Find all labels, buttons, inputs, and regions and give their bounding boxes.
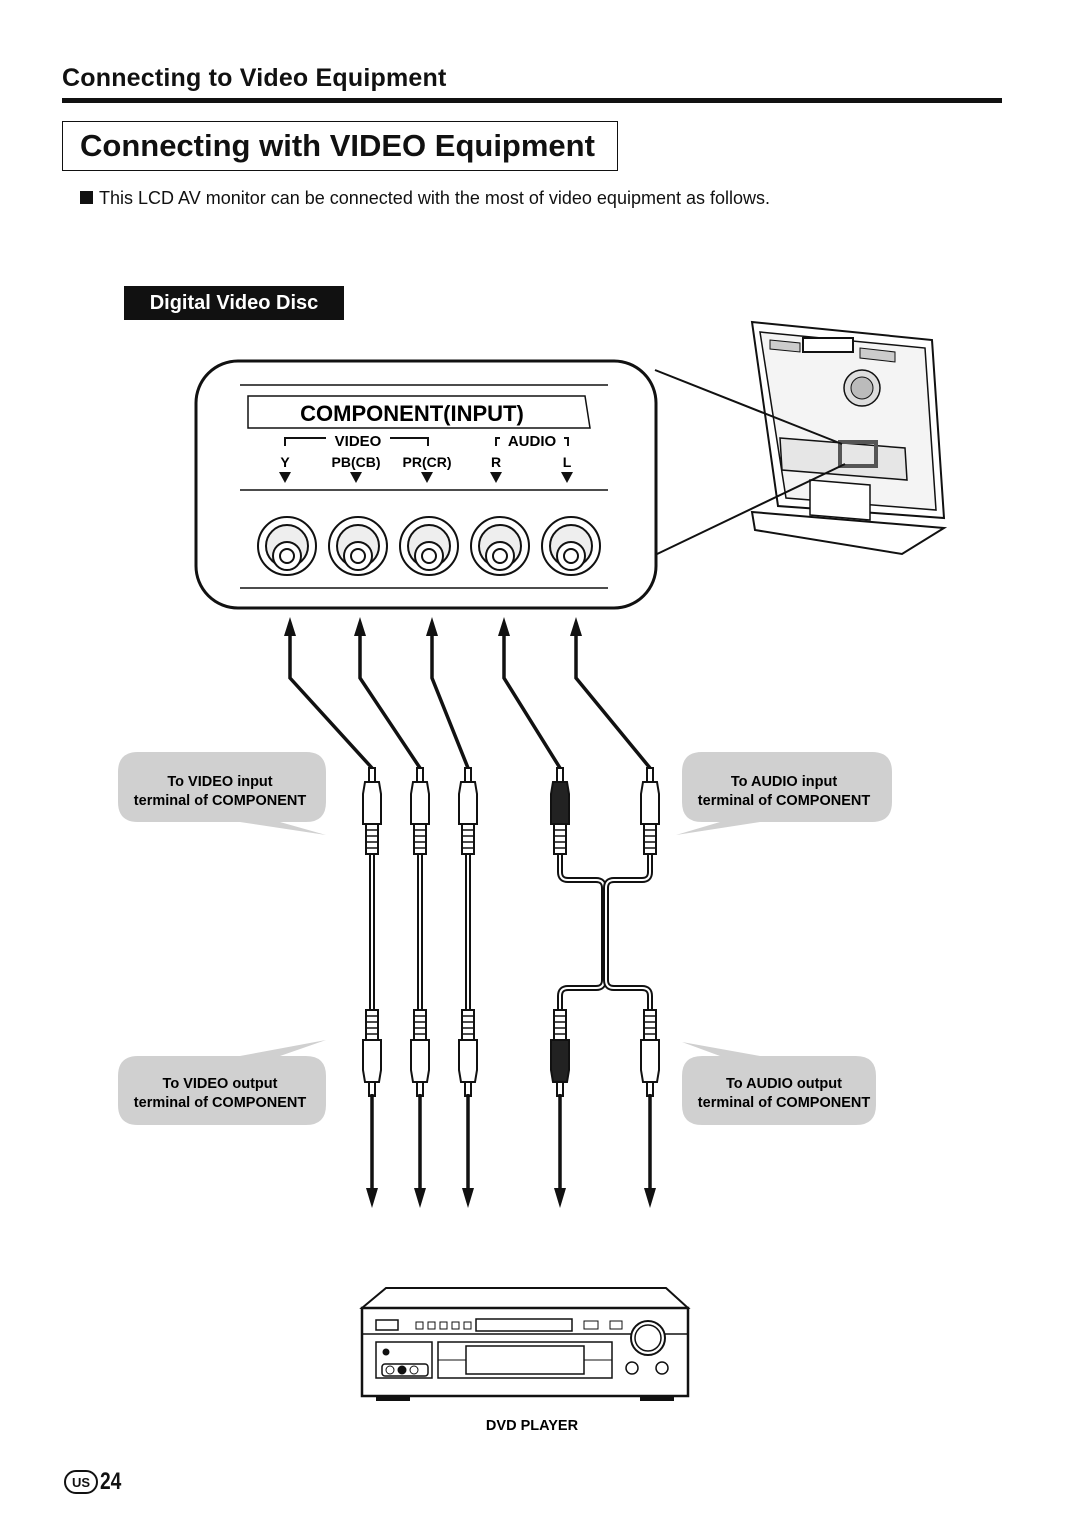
jack-y	[258, 517, 316, 575]
input-arrowheads	[284, 617, 582, 636]
output-arrows	[372, 1094, 650, 1190]
page-heading: Connecting with VIDEO Equipment	[80, 128, 595, 163]
jack-label-pr: PR(CR)	[402, 454, 452, 470]
jack-label-pb: PB(CB)	[331, 454, 381, 470]
callout-video-input-line1: To VIDEO input	[167, 774, 273, 790]
callout-audio-input-line2: terminal of COMPONENT	[697, 793, 871, 809]
device-label: DVD PLAYER	[485, 1418, 579, 1434]
jack-label-r: R	[490, 454, 502, 470]
callout-audio-input-line1: To AUDIO input	[730, 774, 838, 790]
jack-label-l: L	[562, 454, 572, 470]
jack-r	[471, 517, 529, 575]
callout-audio-output-line2: terminal of COMPONENT	[697, 1095, 871, 1111]
callout-video-input	[118, 752, 326, 835]
intro-text: This LCD AV monitor can be connected with the most of video equipment as follows.	[99, 188, 771, 208]
callout-audio-input	[676, 752, 892, 835]
section-badge: Digital Video Disc	[124, 286, 344, 320]
output-arrowheads	[366, 1188, 656, 1208]
rca-plugs-top	[363, 768, 659, 854]
callout-video-output-line1: To VIDEO output	[162, 1076, 278, 1092]
panel-title: COMPONENT(INPUT)	[300, 401, 524, 426]
video-group-label: VIDEO	[334, 433, 382, 450]
jack-pr	[400, 517, 458, 575]
video-cables	[372, 852, 468, 1010]
section-title: Connecting to Video Equipment	[62, 64, 447, 92]
monitor-rear-illustration	[752, 322, 944, 554]
jack-label-y: Y	[280, 454, 290, 470]
callout-audio-output-line1: To AUDIO output	[726, 1076, 842, 1092]
region-badge: US	[64, 1470, 98, 1494]
callout-video-output-line2: terminal of COMPONENT	[133, 1095, 307, 1111]
input-arrows	[290, 632, 650, 768]
component-input-panel	[196, 361, 656, 608]
jack-pb	[329, 517, 387, 575]
page-footer	[64, 1468, 127, 1496]
page-number: 24	[100, 1468, 122, 1495]
callout-video-output	[118, 1040, 326, 1125]
callout-audio-output	[682, 1042, 876, 1125]
audio-group-label: AUDIO	[507, 433, 557, 450]
audio-cable	[560, 852, 650, 1010]
rca-plugs-bottom	[363, 1010, 659, 1096]
jack-l	[542, 517, 600, 575]
dvd-player-illustration	[362, 1288, 688, 1401]
callout-video-input-line2: terminal of COMPONENT	[133, 793, 307, 809]
